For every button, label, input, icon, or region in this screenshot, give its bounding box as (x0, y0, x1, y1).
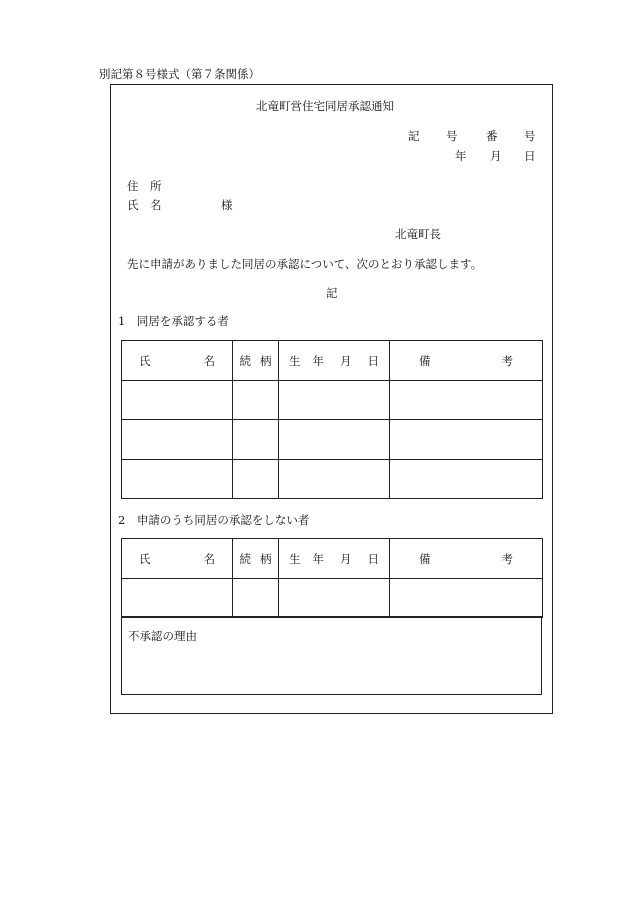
table-row (122, 460, 543, 499)
header-remarks: 備 考 (390, 539, 543, 579)
table-row (122, 420, 543, 460)
header-birthdate: 生 年 月 日 (279, 539, 390, 579)
doc-number-go2: 号 (524, 129, 536, 143)
date-year: 年 (455, 149, 467, 163)
approved-persons-table (121, 340, 543, 499)
document-title: 北竜町営住宅同居承認通知 (256, 99, 394, 113)
doc-number-ki: 記 (408, 129, 420, 143)
rejection-reason-label: 不承認の理由 (128, 629, 197, 643)
name-label: 氏 名 (127, 198, 162, 212)
doc-number-ban: 番 (486, 129, 498, 143)
table-header-row (122, 539, 543, 579)
honorific: 様 (221, 198, 233, 212)
header-remarks: 備 考 (390, 341, 543, 381)
table-row (122, 381, 543, 420)
date-day: 日 (524, 149, 536, 163)
table-row (122, 579, 543, 618)
not-approved-persons-table (121, 538, 543, 618)
issuer: 北竜町長 (395, 227, 441, 241)
form-reference: 別記第８号様式（第７条関係） (99, 67, 260, 81)
date-month: 月 (490, 149, 502, 163)
rejection-reason-box (121, 616, 542, 695)
header-relationship: 続 柄 (233, 341, 279, 381)
doc-number-go1: 号 (446, 129, 458, 143)
header-name: 氏 名 (122, 341, 233, 381)
table-header-row (122, 341, 543, 381)
header-birthdate: 生 年 月 日 (279, 341, 390, 381)
body-text: 先に申請がありました同居の承認について、次のとおり承認します。 (127, 257, 483, 271)
header-relationship: 続 柄 (233, 539, 279, 579)
ki-heading: 記 (326, 286, 338, 300)
section1-heading: 1 同居を承認する者 (118, 314, 229, 328)
header-name: 氏 名 (122, 539, 233, 579)
address-label: 住 所 (127, 179, 162, 193)
section2-heading: 2 申請のうち同居の承認をしない者 (118, 513, 310, 527)
